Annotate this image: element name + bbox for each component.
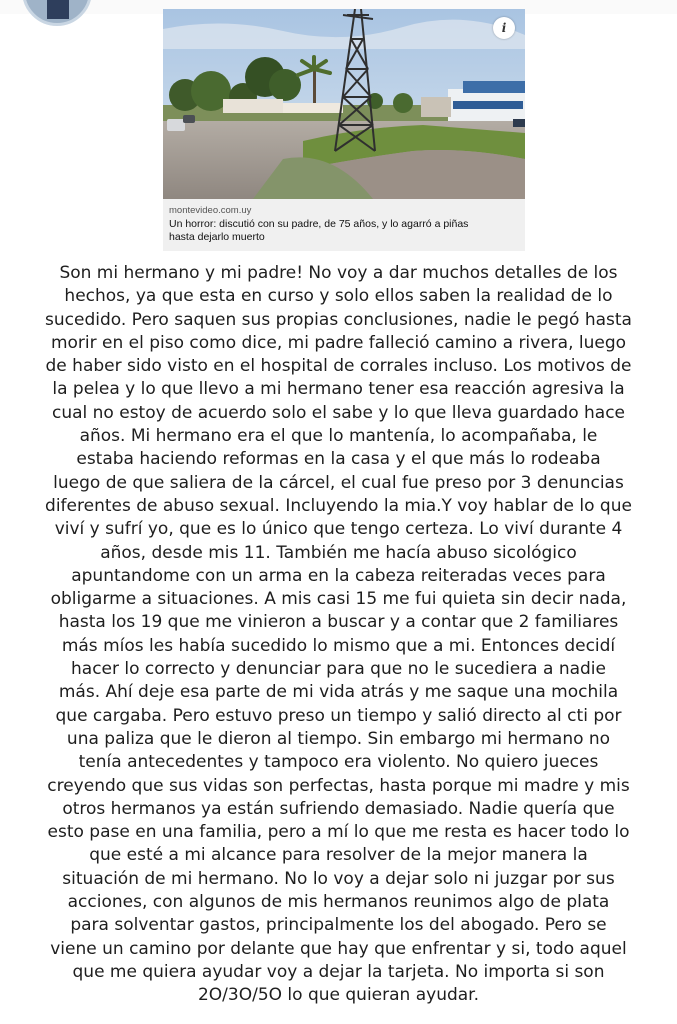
post-text-line: hechos, ya que esta en curso y solo ellos saben la realidad de lo <box>64 286 613 307</box>
avatar-figure <box>47 0 69 19</box>
post-text-line: viene un camino por delante que hay que enfrentar y si, todo aquel <box>50 938 627 959</box>
street-view-photo <box>163 9 525 199</box>
post-text-line: diferentes de abuso sexual. Incluyendo la mia.Y voy hablar de lo que <box>45 495 632 516</box>
link-headline-line: Un horror: discutió con su padre, de 75 años, y lo agarró a piñas <box>169 218 469 230</box>
post-text-line: obligarme a situaciones. A mis casi 15 me fui quieta sin decir nada, <box>50 589 627 610</box>
post-text-line: de haber sido visto en el hospital de corrales incluso. Los motivos de <box>45 356 632 377</box>
post-text-line: Son mi hermano y mi padre! No voy a dar muchos detalles de los <box>59 263 618 283</box>
post-text-line: más. Ahí deje esa parte de mi vida atrás y me saque una mochila <box>58 682 619 703</box>
post-text-line: cual no estoy de acuerdo solo el sabe y lo que lleva guardado hace <box>51 402 625 423</box>
post-text-line: que cargaba. Pero estuvo preso un tiempo y salió directo al cti por <box>55 705 622 726</box>
info-icon[interactable]: i <box>493 17 515 39</box>
post-text-line: acciones, con algunos de mis hermanos reunimos algo de plata <box>67 892 610 913</box>
post-text-line: una paliza que le dieron al tiempo. Sin embargo mi hermano no <box>66 728 611 749</box>
post-text-line: otros hermanos ya están sufriendo demasiado. Nadie quería que <box>62 798 615 819</box>
post-text-line: esto pase en una familia, pero a mí lo que me resta es hacer todo lo <box>47 822 630 843</box>
post-text-line: tenía antecedentes y tampoco era violento. No quiero jueces <box>78 752 599 773</box>
post-text-line: más míos les había sucedido lo mismo que a mi. Entonces decidí <box>61 635 616 656</box>
post-text-line: hasta los 19 que me vinieron a buscar y a contar que 2 familiares <box>58 612 619 633</box>
post-text-line: que me quiera ayudar voy a dejar la tarjeta. No importa si son <box>72 961 605 982</box>
link-headline-line: hasta dejarlo muerto <box>169 231 265 243</box>
post-text-line: creyendo que sus vidas son perfectas, hasta porque mi madre y mis <box>47 775 630 796</box>
post-text-line: apuntandome con un arma en la cabeza reiteradas veces para <box>71 565 606 586</box>
post-text-line: que esté a mi alcance para resolver de la mejor manera la <box>89 845 588 866</box>
profile-avatar[interactable] <box>22 0 92 26</box>
post-text-line: sucedido. Pero saquen sus propias conclusiones, nadie le pegó hasta <box>45 309 632 330</box>
post-text-line: morir en el piso como dice, mi padre falleció camino a rivera, luego <box>50 332 627 353</box>
post-text-line: luego de que saliera de la cárcel, el cual fue preso por 3 denuncias <box>53 472 624 493</box>
link-domain: montevideo.com.uy <box>169 205 252 216</box>
post-text <box>12 262 665 1008</box>
post-text-line: años, desde mis 11. También me hacía abuso sicológico <box>100 542 577 563</box>
post-text-line: hacer lo correcto y denunciar para que no le sucediera a nadie <box>71 659 606 680</box>
post-text-line: situación de mi hermano. No lo voy a dejar solo ni juzgar por sus <box>62 868 615 889</box>
post-text-line: viví y sufrí yo, que es lo único que tengo certeza. Lo viví durante 4 <box>54 519 623 540</box>
link-preview-meta <box>169 205 519 244</box>
post-text-line: años. Mi hermano era el que lo mantenía, lo acompañaba, le <box>79 426 598 447</box>
link-headline[interactable] <box>169 218 519 244</box>
post-text-line: 2O/3O/5O lo que quieran ayudar. <box>197 985 480 1006</box>
post-text-line: la pelea y lo que llevo a mi hermano tener esa reacción agresiva la <box>52 379 625 400</box>
link-preview-image[interactable] <box>163 9 525 199</box>
post-text-line: estaba haciendo reformas en la casa y el que más lo rodeaba <box>76 449 601 470</box>
link-preview-card[interactable] <box>163 9 525 251</box>
post-text-line: para solventar gastos, principalmente los del abogado. Pero se <box>70 915 607 936</box>
